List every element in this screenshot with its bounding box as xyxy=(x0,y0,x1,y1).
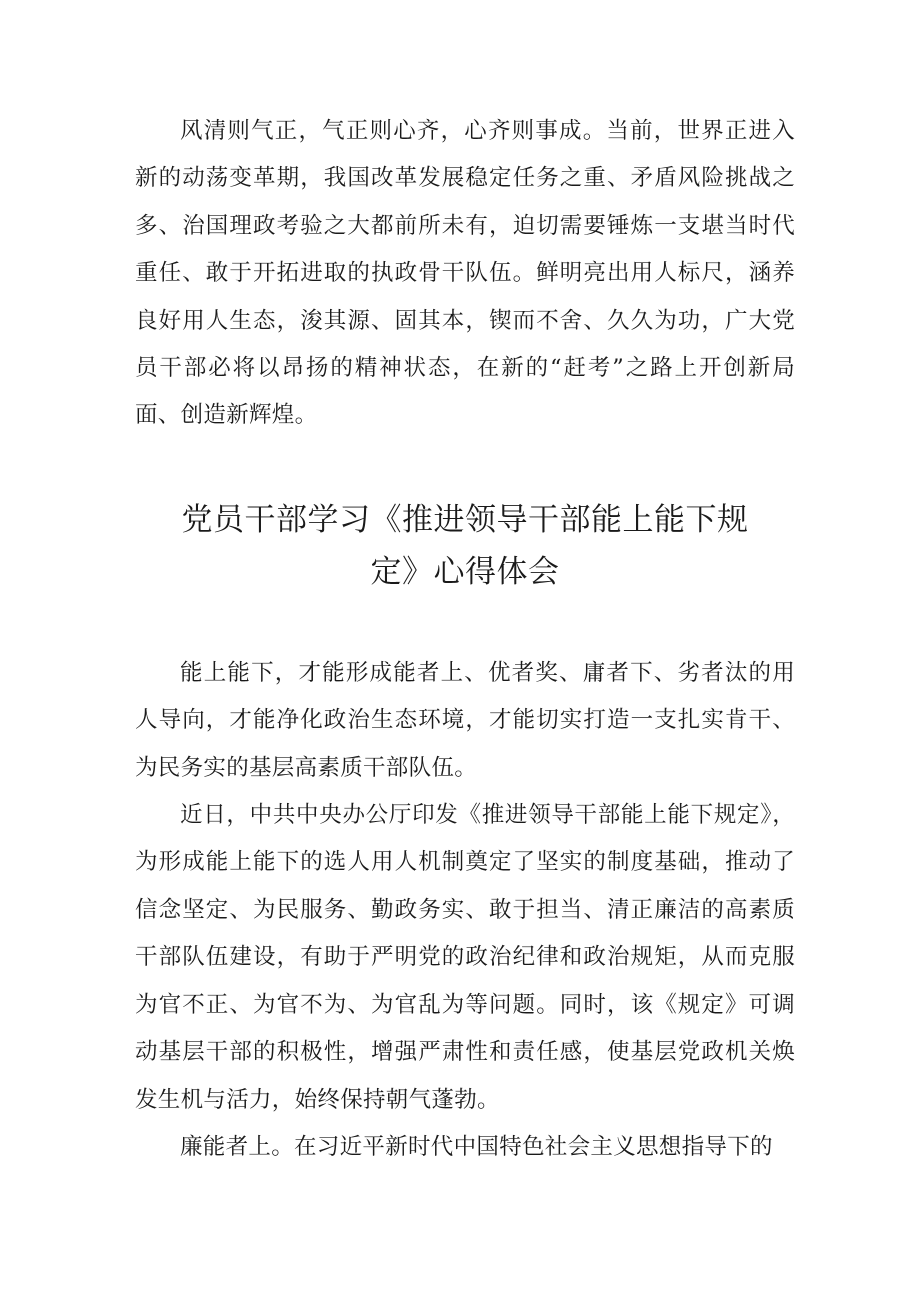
intro-paragraph: 风清则气正，气正则心齐，心齐则事成。当前，世界正进入新的动荡变革期，我国改革发展稳定任务之重、矛盾风险挑战之多、治国理政考验之大都前所未有，迫切需要锤炼一支堪当时代重任、敢于开拓进取的执政骨干队伍。鲜明亮出用人标尺，涵养良好用人生态，浚其源、固其本，锲而不舍、久久为功，广大党员干部必将以昂扬的精神状态，在新的“赶考”之路上开创新局面、创造新辉煌。 xyxy=(135,118,795,429)
title-line-1: 党员干部学习《推进领导干部能上能下规 xyxy=(181,501,749,538)
title-line-2: 定》心得体会 xyxy=(370,553,560,590)
document-page xyxy=(135,108,795,1171)
article-title xyxy=(135,494,795,598)
body-paragraph-1: 能上能下，才能形成能者上、优者奖、庸者下、劣者汰的用人导向，才能净化政治生态环境，才能切实打造一支扎实肯干、为民务实的基层高素质干部队伍。 xyxy=(135,659,795,781)
body-paragraph-2: 近日，中共中央办公厅印发《推进领导干部能上能下规定》，为形成能上能下的选人用人机制奠定了坚实的制度基础，推动了信念坚定、为民服务、勤政务实、敢于担当、清正廉洁的高素质干部队伍建设，有助于严明党的政治纪律和政治规矩，从而克服为官不正、为官不为、为官乱为等问题。同时，该《规定》可调动基层干部的积极性，增强严肃性和责任感，使基层党政机关焕发生机与活力，始终保持朝气蓬勃。 xyxy=(135,802,795,1113)
body-paragraph-3: 廉能者上。在习近平新时代中国特色社会主义思想指导下的 xyxy=(180,1133,773,1160)
page-title xyxy=(135,494,795,598)
